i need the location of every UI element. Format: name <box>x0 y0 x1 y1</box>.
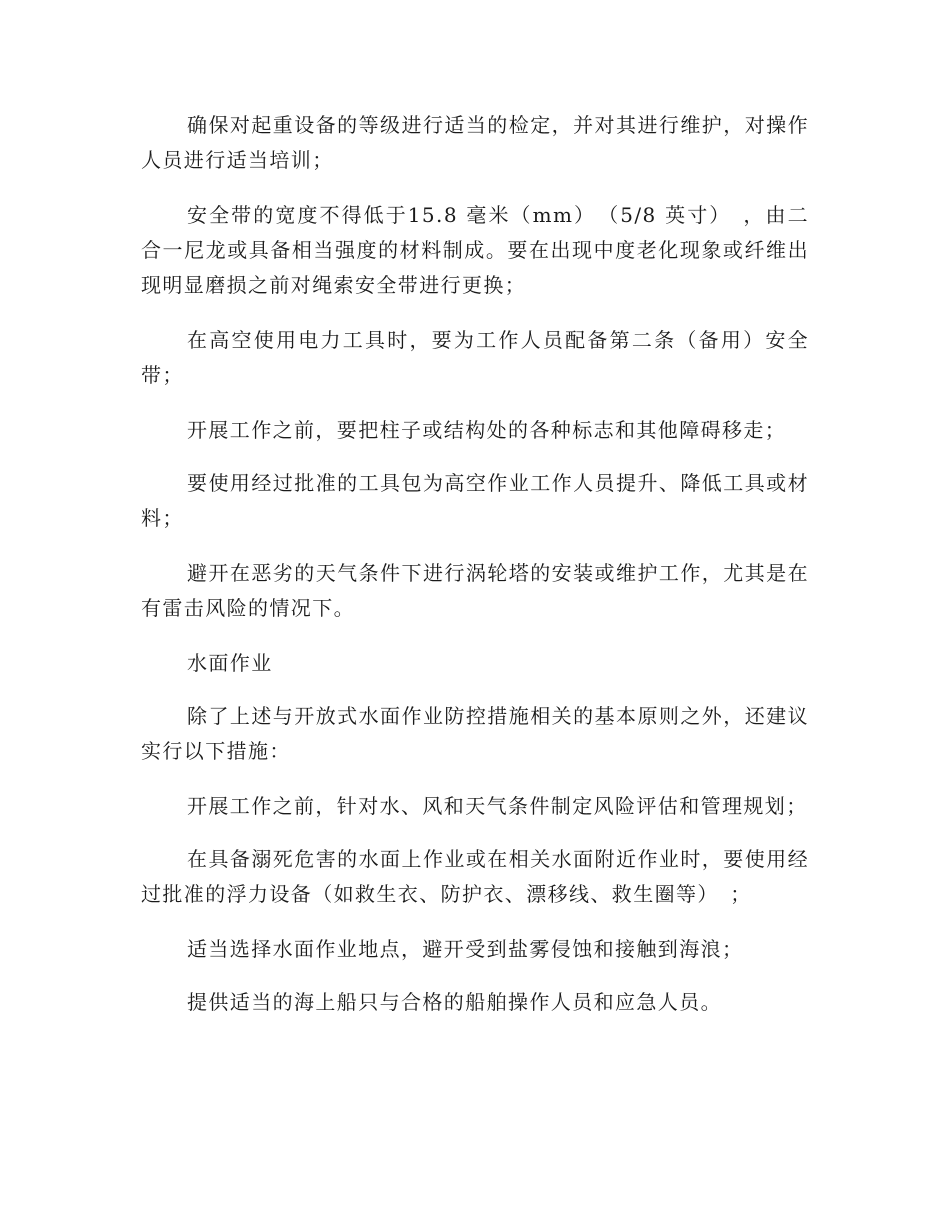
paragraph-lifting-equipment: 确保对起重设备的等级进行适当的检定，并对其进行维护，对操作人员进行适当培训； <box>141 113 809 172</box>
paragraph-water-work-intro: 除了上述与开放式水面作业防控措施相关的基本原则之外，还建议实行以下措施： <box>141 704 809 763</box>
paragraph-remove-obstacles: 开展工作之前，要把柱子或结构处的各种标志和其他障碍移走； <box>187 418 787 442</box>
paragraph-avoid-bad-weather: 避开在恶劣的天气条件下进行涡轮塔的安装或维护工作，尤其是在有雷击风险的情况下。 <box>141 561 809 620</box>
paragraph-tool-bags: 要使用经过批准的工具包为高空作业工作人员提升、降低工具或材料； <box>141 471 809 530</box>
paragraph-work-location: 适当选择水面作业地点，避开受到盐雾侵蚀和接触到海浪； <box>187 937 744 961</box>
paragraph-risk-assessment: 开展工作之前，针对水、风和天气条件制定风险评估和管理规划； <box>187 794 808 818</box>
paragraph-vessels-personnel: 提供适当的海上船只与合格的船舶操作人员和应急人员。 <box>187 990 722 1014</box>
paragraph-power-tools-backup-belt: 在高空使用电力工具时，要为工作人员配备第二条（备用）安全带； <box>141 328 809 387</box>
section-heading-water-work: 水面作业 <box>187 651 273 675</box>
paragraph-buoyancy-equipment: 在具备溺死危害的水面上作业或在相关水面附近作业时，要使用经过批准的浮力设备（如救生衣、防护衣、漂移线、救生圈等） ； <box>141 847 809 906</box>
paragraph-safety-belt-width: 安全带的宽度不得低于15.8 毫米（mm） （5/8 英寸） ，由二合一尼龙或具备相当强度的材料制成。要在出现中度老化现象或纤维出现明显磨损之前对绳索安全带进行更换； <box>141 203 809 297</box>
